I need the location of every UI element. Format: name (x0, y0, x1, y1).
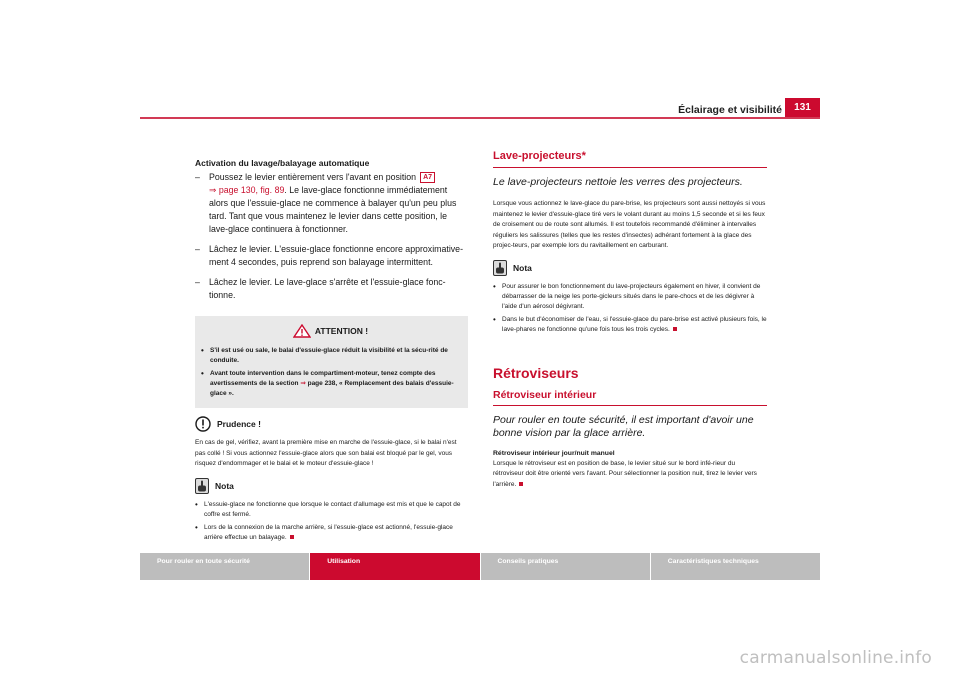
subheading-automatic-wash: Activation du lavage/balayage automatique (195, 158, 370, 168)
section-lead: Le lave-projecteurs nettoie les verres des projecteurs. (493, 176, 743, 188)
caution-exclamation-icon (195, 416, 211, 432)
right-column (493, 150, 767, 496)
step-text: Lâchez le levier. L'essuie-glace fonctionne encore approximative-ment 4 secondes, puis reprend son balayage intermittent. (209, 244, 464, 267)
note-item-text: Dans le but d'économiser de l'eau, si l'essuie-glace du pare-brise est activé plusieurs fois, le lave-phares ne fonctionne qu'une fois tous les trois cycles. (502, 315, 767, 333)
tab-technical-data[interactable]: Caractéristiques techniques (650, 553, 820, 580)
note-title: Nota (215, 480, 234, 491)
caution-header (195, 416, 468, 432)
subheading-day-night-mirror: Rétroviseur intérieur jour/nuit manuel (493, 449, 615, 457)
warning-item-text: S'il est usé ou sale, le balai d'essuie-glace réduit la visibilité et la sécu-rité de conduite. (210, 347, 448, 364)
warning-header (201, 324, 460, 338)
note-header (195, 478, 468, 494)
note-title: Nota (513, 262, 532, 273)
warning-title: ATTENTION ! (314, 326, 369, 336)
note-item (493, 282, 767, 312)
step-dash: – (195, 172, 200, 182)
figure-callout-badge: A7 (420, 172, 435, 183)
warning-item-text-continued: page 238, « Remplacement des balais d'essuie-glace ». (210, 380, 454, 397)
subsection-lead: Pour rouler en toute sécurité, il est important d'avoir une bonne vision par la glace arrière. (493, 413, 754, 439)
page-header-title: Éclairage et visibilité (678, 104, 782, 116)
step-text: Poussez le levier entièrement vers l'avant en position (209, 172, 417, 182)
instruction-step (195, 276, 468, 302)
watermark: carmanualsonline.info (739, 648, 932, 668)
step-dash: – (195, 244, 200, 254)
note-pointing-hand-icon (493, 260, 507, 276)
subsection-body (493, 459, 767, 491)
header-divider (140, 117, 820, 119)
note-pointing-hand-icon (195, 478, 209, 494)
chapter-tabs (140, 553, 820, 580)
section-end-marker (290, 535, 294, 539)
step-text: Lâchez le levier. Le lave-glace s'arrête et l'essuie-glace fonc-tionne. (209, 277, 446, 300)
instruction-step (195, 243, 468, 269)
page-reference-link[interactable]: ⇒ (300, 380, 306, 387)
note-header (493, 260, 767, 276)
note-item (195, 523, 468, 543)
note-item-text: Pour assurer le bon fonctionnement du lave-projecteurs également en hiver, il convient de débarrasser de la neige les porte-gicleurs situés dans le pare-chocs et de les dégivrer à l'aide d'un aérosol dégivrant. (502, 282, 761, 310)
section-body: Lorsque vous actionnez le lave-glace du pare-brise, les projecteurs sont aussi nettoyés si vous maintenez le levier d'essuie-glace tiré vers le volant durant au moins 1,5 seconde et si les feux de croisement ou de route sont allumés. Il est toutefois recommandé d'éliminer à intervalles réguliers les salissures (telles que les restes d'insectes) adhérant fortement à la glace des projec-teurs, par exemple lors du ravitaillement en carburant. (493, 200, 766, 249)
step-text-continued: . Le lave-glace fonctionne immédiatement alors que l'essuie-glace ne commence à balayer qu'un peu plus tard. Tant que vous maintenez le levier dans cette position, le lave-glace continuera à fonctionner. (209, 185, 457, 234)
bullet: • (195, 522, 198, 532)
bullet: • (195, 499, 198, 509)
bullet: • (493, 314, 496, 324)
page-number: 131 (785, 98, 820, 117)
section-title-headlamp-washer: Lave-projecteurs* (493, 150, 767, 168)
note-item (195, 500, 468, 520)
section-end-marker (519, 482, 523, 486)
tab-practical-tips[interactable]: Conseils pratiques (480, 553, 650, 580)
section-end-marker (673, 327, 677, 331)
warning-item-text: Avant toute intervention dans le compartiment-moteur, tenez compte des avertissements de la section (210, 370, 436, 387)
step-dash: – (195, 277, 200, 287)
warning-item (201, 369, 460, 399)
warning-triangle-icon (293, 324, 311, 338)
warning-item (201, 346, 460, 366)
bullet: • (201, 369, 204, 378)
caution-title: Prudence ! (217, 419, 261, 429)
tab-operation[interactable]: Utilisation (309, 553, 479, 580)
warning-box (195, 316, 468, 408)
tab-safety[interactable]: Pour rouler en toute sécurité (140, 553, 309, 580)
note-item-text: Lors de la connexion de la marche arrière, si l'essuie-glace est actionné, l'essuie-glace arrière effectue un balayage. (204, 523, 453, 541)
chapter-title-mirrors: Rétroviseurs (493, 364, 579, 381)
subsection-title-interior-mirror: Rétroviseur intérieur (493, 389, 767, 406)
note-item-text: L'essuie-glace ne fonctionne que lorsque le contact d'allumage est mis et que le capot de coffre est fermé. (204, 500, 461, 518)
note-item (493, 315, 767, 335)
left-column (195, 150, 468, 546)
subsection-body-text: Lorsque le rétroviseur est en position de base, le levier situé sur le bord infé-rieur du rétroviseur doit être orienté vers l'avant. Pour sélectionner la position nuit, tirez le levier vers l'arrière. (493, 459, 757, 488)
bullet: • (493, 281, 496, 291)
caution-text: En cas de gel, vérifiez, avant la première mise en marche de l'essuie-glace, si le balai n'est pas collé ! Si vous actionnez l'essuie-glace alors que son balai est bloqué par le gel, vous risquez d'endommager et le balai et le moteur d'essuie-glace ! (195, 439, 457, 467)
page-reference-link[interactable]: ⇒ page 130, fig. 89 (209, 185, 285, 195)
instruction-step (195, 171, 468, 236)
bullet: • (201, 346, 204, 355)
